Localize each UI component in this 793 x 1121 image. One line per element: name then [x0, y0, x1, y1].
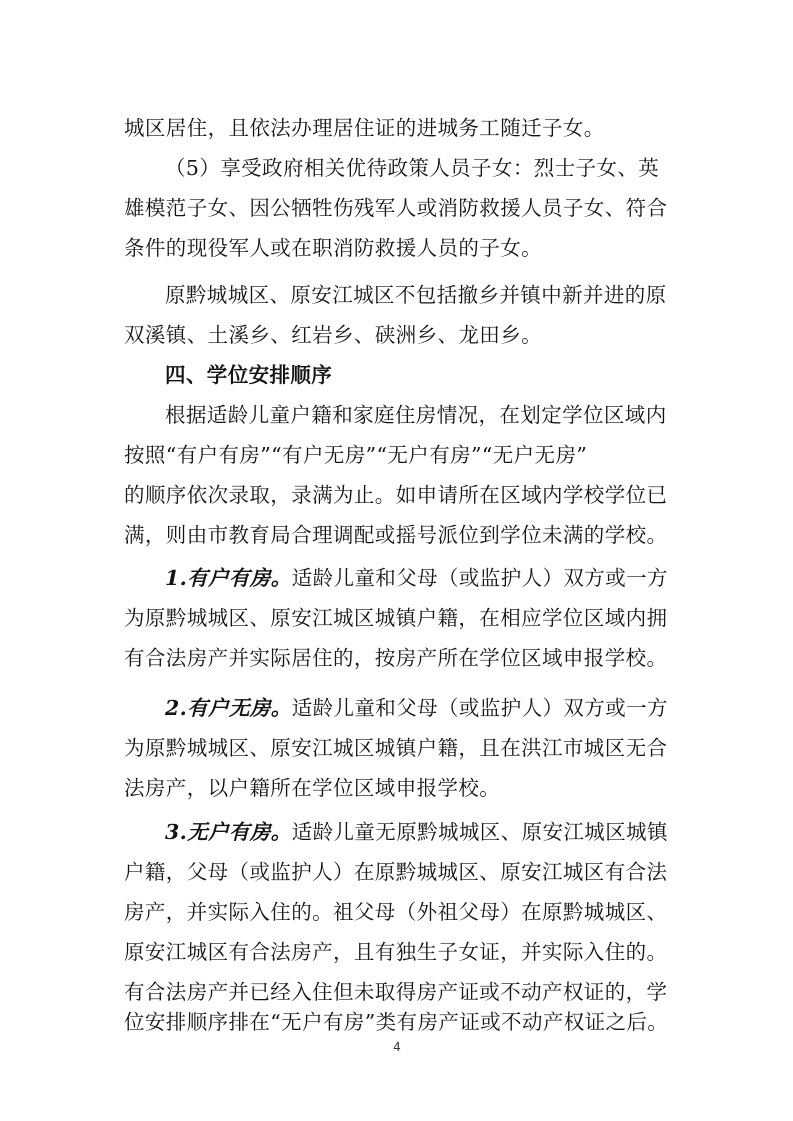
item-2-text: 适龄儿童和父母（或监护人）双方或一方 — [291, 696, 668, 720]
text-line: 按照“有户有房”“有户无房”“无户有房”“无户无房” — [124, 443, 588, 467]
text-line: （5）享受政府相关优待政策人员子女：烈士子女、英 — [165, 156, 660, 180]
text-line: 原安江城区有合法房产，且有独生子女证，并实际入住的。 — [124, 940, 668, 964]
section-heading: 四、学位安排顺序 — [165, 363, 333, 387]
text-line: 为原黔城城区、原安江城区城镇户籍，且在洪江市城区无合 — [124, 736, 668, 760]
item-3-text: 适龄儿童无原黔城城区、原安江城区城镇 — [291, 820, 668, 844]
item-1-first-line — [165, 558, 725, 598]
text-line: 位安排顺序排在“无户有房”类有房产证或不动产权证之后。 — [124, 1010, 669, 1034]
text-line: 雄模范子女、因公牺牲伤残军人或消防救援人员子女、符合 — [124, 196, 668, 220]
item-1-title: 1.有户有房。 — [165, 566, 292, 590]
text-line: 为原黔城城区、原安江城区城镇户籍，在相应学位区域内拥 — [124, 606, 668, 630]
text-line: 房产，并实际入住的。祖父母（外祖父母）在原黔城城区、 — [124, 900, 668, 924]
item-2-first-line — [165, 688, 725, 728]
item-3-title: 3.无户有房。 — [165, 820, 292, 844]
item-2-title: 2.有户无房。 — [165, 696, 292, 720]
text-line: 根据适龄儿童户籍和家庭住房情况，在划定学位区域内 — [165, 403, 667, 427]
text-line: 法房产，以户籍所在学位区域申报学校。 — [124, 776, 501, 800]
item-1-text: 适龄儿童和父母（或监护人）双方或一方 — [291, 566, 668, 590]
item-3-first-line — [165, 812, 725, 852]
text-line: 城区居住，且依法办理居住证的进城务工随迁子女。 — [124, 116, 605, 140]
page-number: 4 — [393, 1040, 401, 1054]
text-line: 户籍，父母（或监护人）在原黔城城区、原安江城区有合法 — [124, 860, 668, 884]
text-line: 有合法房产并实际居住的，按房产所在学位区域申报学校。 — [124, 646, 668, 670]
text-line: 满，则由市教育局合理调配或摇号派位到学位未满的学校。 — [124, 523, 668, 547]
text-line: 的顺序依次录取，录满为止。如申请所在区域内学校学位已 — [124, 483, 668, 507]
text-line: 条件的现役军人或在职消防救援人员的子女。 — [124, 236, 542, 260]
text-line: 有合法房产并已经入住但未取得房产证或不动产权证的，学 — [124, 980, 668, 1004]
text-line: 双溪镇、土溪乡、红岩乡、硖洲乡、龙田乡。 — [124, 323, 542, 347]
text-line: 原黔城城区、原安江城区不包括撤乡并镇中新并进的原 — [165, 283, 667, 307]
